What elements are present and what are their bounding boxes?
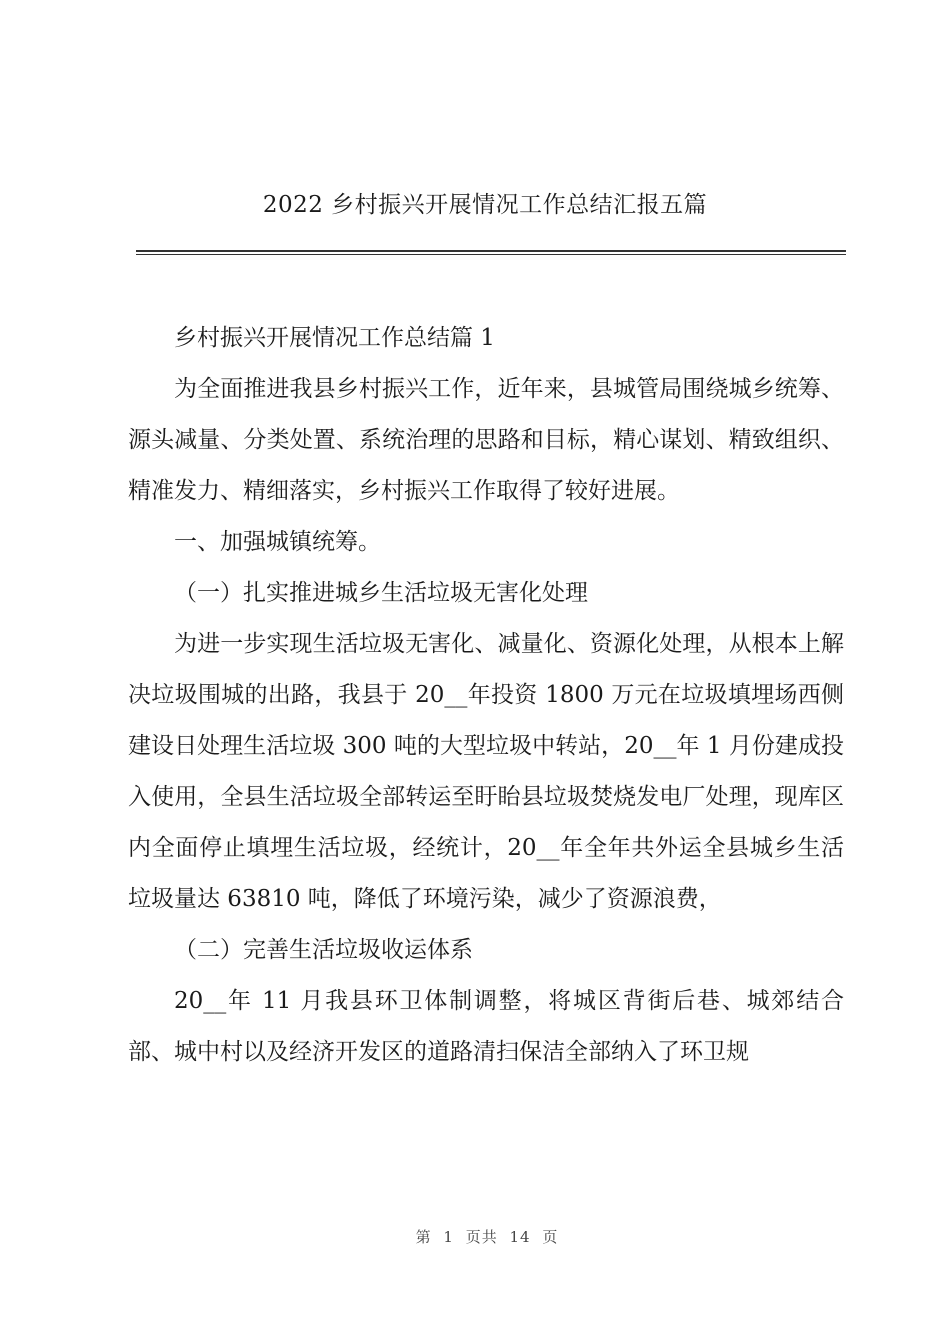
page-footer: 第 1 页共 14 页 <box>415 1228 559 1246</box>
subheading: 一、加强城镇统筹。 <box>174 529 381 555</box>
title-divider <box>136 250 846 255</box>
document-body <box>128 313 844 1078</box>
document-title: 2022 乡村振兴开展情况工作总结汇报五篇 <box>262 192 708 218</box>
subheading: （二）完善生活垃圾收运体系 <box>174 937 473 963</box>
paragraph: 20__年 11 月我县环卫体制调整，将城区背街后巷、城郊结合部、城中村以及经济开发区的道路清扫保洁全部纳入了环卫规 <box>128 988 844 1065</box>
subheading: （一）扎实推进城乡生活垃圾无害化处理 <box>174 580 588 606</box>
paragraph: 为进一步实现生活垃圾无害化、减量化、资源化处理，从根本上解决垃圾围城的出路，我县于 20__年投资 1800 万元在垃圾填埋场西侧建设日处理生活垃圾 300 吨的大型垃圾中转站，20__年 1 月份建成投入使用，全县生活垃圾全部转运至盱眙县垃圾焚烧发电厂处理，现库区内全面停止填埋生活垃圾，经统计，20__年全年共外运全县城乡生活垃圾量达 63810 吨，降低了环境污染，减少了资源浪费， <box>128 631 844 912</box>
section-heading: 乡村振兴开展情况工作总结篇 1 <box>174 325 495 351</box>
paragraph: 为全面推进我县乡村振兴工作，近年来，县城管局围绕城乡统筹、源头减量、分类处置、系统治理的思路和目标，精心谋划、精致组织、精准发力、精细落实，乡村振兴工作取得了较好进展。 <box>128 376 844 504</box>
